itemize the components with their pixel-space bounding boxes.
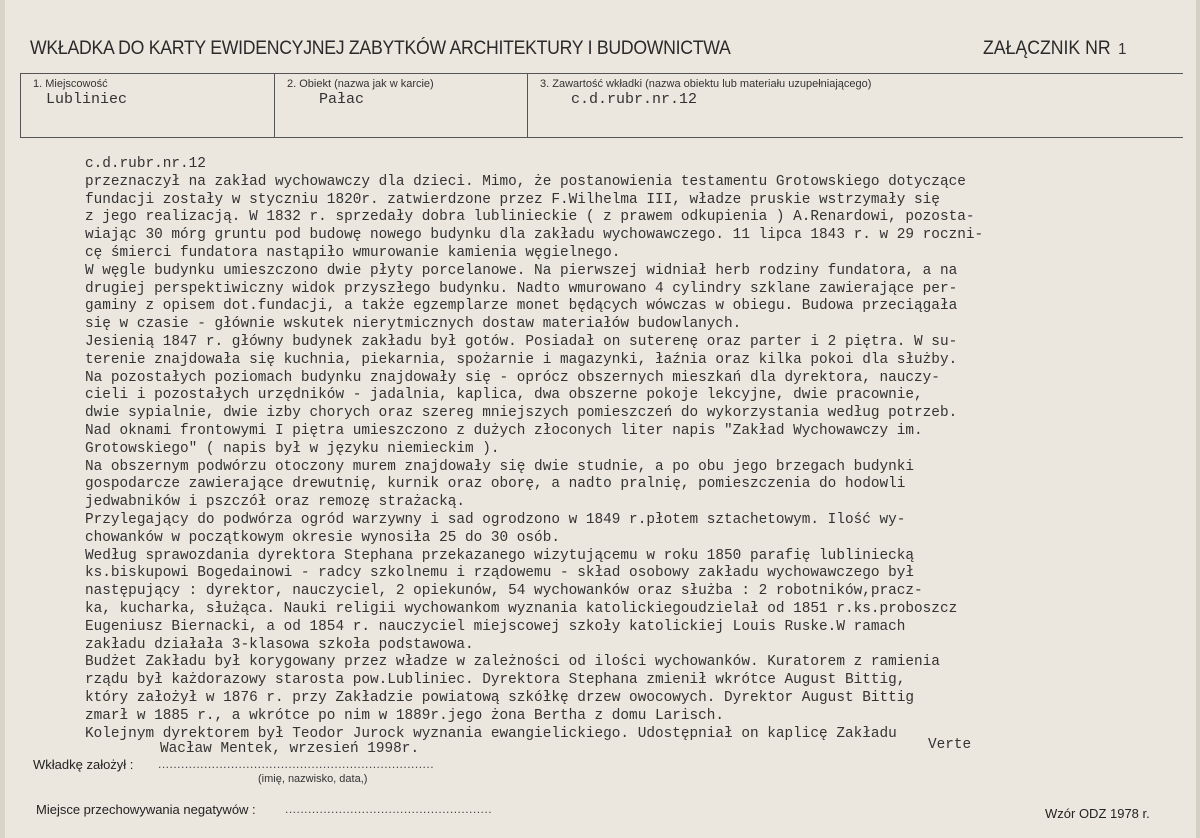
locality-value: Lubliniec — [46, 91, 128, 108]
locality-field — [21, 74, 275, 137]
text-line: drugiej perspektiwiczny widok przyszłego budynku. Nadto wmurowano 4 cylindry szklane zawierające per- — [85, 280, 958, 297]
attachment-number — [983, 38, 1126, 60]
verte-note: Verte — [928, 737, 972, 753]
text-line: rządu był każdorazowy starosta pow.Lubliniec. Dyrektora Stephana zmienił wkrótce August Bittig, — [85, 672, 906, 689]
text-line: gaminy z opisem dot.fundacji, a także egzemplarze monet będących wówczas w obiegu. Budowa przeciągała — [85, 298, 958, 315]
text-line: Grotowskiego" ( napis był w języku niemieckim ). — [85, 440, 500, 457]
text-line: Według sprawozdania dyrektora Stephana przekazanego wizytującemu w roku 1850 parafię lubliniecką — [85, 547, 915, 564]
text-line: chowanków w początkowym okresie wynosiła 25 do 30 osób. — [85, 529, 560, 546]
text-line: zmarł w 1885 r., a wkrótce po nim w 1889r.jego żona Bertha z domu Larisch. — [85, 707, 725, 724]
text-line: jedwabników i pszczół oraz remozę strażacką. — [85, 494, 465, 511]
text-line: Budżet Zakładu był korygowany przez władze w zależności od ilości wychowanków. Kuratorem z ramienia — [85, 654, 940, 671]
card-left-edge — [0, 0, 5, 838]
text-line: Na pozostałych poziomach budynku znajdowały się - oprócz obszernych mieszkań dla dyrektora, nauczy- — [85, 369, 940, 386]
locality-label: 1. Miejscowość — [33, 78, 108, 90]
text-line: się w czasie - głównie wskutek nierytmicznych dostaw materiałów budowlanych. — [85, 316, 742, 333]
header-fields-row — [20, 73, 1183, 138]
form-title: WKŁADKA DO KARTY EWIDENCYJNEJ ZABYTKÓW ARCHITEKTURY I BUDOWNICTWA — [30, 38, 731, 59]
content-label: 3. Zawartość wkładki (nazwa obiektu lub materiału uzupełniającego) — [540, 78, 872, 90]
author-value: Wacław Mentek, wrzesień 1998r. — [160, 741, 420, 757]
text-line: zakładu działała 3-klasowa szkoła podstawowa. — [85, 636, 474, 653]
author-dotted-line: ........................................................................ — [158, 757, 435, 771]
text-line: gospodarcze zawierające drewutnię, kurnik oraz oborę, a nadto pralnię, pomieszczenia do hodowli — [85, 476, 906, 493]
text-line: następujący : dyrektor, nauczyciel, 2 opiekunów, 54 wychowanków oraz służba : 2 robotników,pracz- — [85, 583, 923, 600]
content-value: c.d.rubr.nr.12 — [571, 91, 698, 108]
text-line: terenie znajdowała się kuchnia, piekarnia, spożarnie i magazynki, łaźnia oraz kilka pokoi dla służby. — [85, 351, 958, 368]
text-line: ks.biskupowi Bogedainowi - radcy szkolnemu i rządowemu - skład osobowy zakładu wychowawczego był — [85, 565, 915, 582]
text-line: z jego realizacją. W 1832 r. sprzedały dobra lublinieckie ( z prawem odkupienia ) A.Renardowi, pozosta- — [85, 209, 975, 226]
form-code: Wzór ODZ 1978 r. — [1045, 806, 1150, 821]
negatives-dotted-line: ...................................................... — [285, 802, 493, 816]
text-line: Kolejnym dyrektorem był Teodor Jurock wyznania ewangielickiego. Udostępniał on kaplicę Zakładu — [85, 725, 897, 742]
text-line: W węgle budynku umieszczono dwie płyty porcelanowe. Na pierwszej widniał herb rodziny fundatora, a na — [85, 262, 958, 279]
author-hint: (imię, nazwisko, data,) — [258, 773, 368, 785]
text-line: ka, kucharka, służąca. Nauki religii wychowankom wyznania katolickiegoudzielał od 1851 r.ks.proboszcz — [85, 600, 958, 617]
typewritten-body — [85, 156, 1165, 743]
object-field — [275, 74, 528, 137]
text-line: który założył w 1876 r. przy Zakładzie powiatową szkółkę drzew owocowych. Dyrektor August Bittig — [85, 689, 915, 706]
text-line: Na obszernym podwórzu otoczony murem znajdowały się dwie studnie, a po obu jego brzegach budynki — [85, 458, 915, 475]
attachment-label: ZAŁĄCZNIK NR — [983, 38, 1111, 59]
text-line: Jesienią 1847 r. główny budynek zakładu był gotów. Posiadał on suterenę oraz parter i 2 piętra. W su- — [85, 333, 958, 350]
attachment-number-value: 1 — [1118, 41, 1127, 58]
author-label: Wkładkę założył : — [33, 757, 134, 772]
text-line: Eugeniusz Biernacki, a od 1854 r. nauczyciel miejscowej szkoły katolickiej Louis Ruske.W ramach — [85, 618, 906, 635]
object-value: Pałac — [319, 91, 365, 108]
text-line: dwie sypialnie, dwie izby chorych oraz szereg mniejszych pomieszczeń do wykorzystania według potrzeb. — [85, 405, 958, 422]
text-line: fundacji zostały w styczniu 1820r. zatwierdzone przez F.Wilhelma III, władze pruskie wstrzymały się — [85, 191, 940, 208]
object-label: 2. Obiekt (nazwa jak w karcie) — [287, 78, 434, 90]
text-line: Przylegający do podwórza ogród warzywny i sad ogrodzono w 1849 r.płotem sztachetowym. Ilość wy- — [85, 511, 906, 528]
text-line: Nad oknami frontowymi I piętra umieszczono z dużych złoconych liter napis "Zakład Wychowawczy im. — [85, 422, 923, 439]
text-line: cieli i pozostałych urzędników - jadalnia, kaplica, dwa obszerne pokoje lekcyjne, dwie pracownie, — [85, 387, 923, 404]
content-field — [528, 74, 1183, 137]
continuation-reference: c.d.rubr.nr.12 — [85, 156, 206, 172]
negatives-label: Miejsce przechowywania negatywów : — [36, 802, 256, 817]
card-right-edge — [1196, 0, 1200, 838]
text-line: cę śmierci fundatora nastąpiło wmurowanie kamienia węgielnego. — [85, 244, 621, 261]
text-line: przeznaczył na zakład wychowawczy dla dzieci. Mimo, że postanowienia testamentu Grotowskiego dotyczące — [85, 173, 966, 190]
text-line: wiając 30 mórg gruntu pod budowę nowego budynku dla zakładu wychowawczego. 11 lipca 1843 r. w 29 roczni- — [85, 227, 984, 244]
